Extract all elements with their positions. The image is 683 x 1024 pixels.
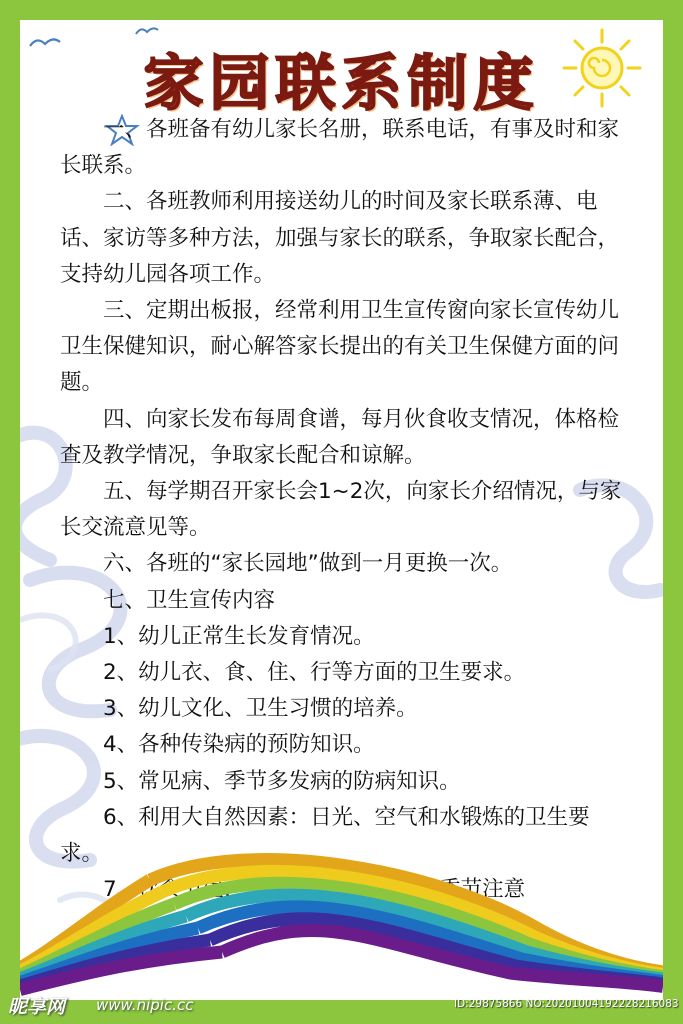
rule-paragraph: 六、各班的“家长园地”做到一月更换一次。	[103, 551, 513, 577]
page-title: 家园联系制度	[143, 49, 540, 119]
rule-paragraph: 7、饮食卫生，营养卫生知识（冬春季节注意	[103, 877, 526, 903]
rule-paragraph: 三、定期出板报，经常利用卫生宣传窗向家长宣传幼儿卫生保健知识，耐心解答家长提出的有关卫生保健方面的问题。	[60, 298, 620, 396]
watermark-url: www.nipic.cc	[96, 996, 194, 1014]
rule-paragraph: 二、各班教师利用接送幼儿的时间及家长联系薄、电话、家访等多种方法，加强与家长的联系，争取家长配合，支持幼儿园各项工作。	[60, 189, 620, 287]
rule-paragraph: 四、向家长发布每周食谱，每月伙食收支情况，体格检查及教学情况，争取家长配合和谅解。	[60, 406, 620, 468]
rule-paragraph: 七、卫生宣传内容	[103, 587, 276, 613]
rule-paragraph: 五、每学期召开家长会1~2次，向家长介绍情况，与家长交流意见等。	[60, 479, 622, 541]
rule-paragraph: 5、常见病、季节多发病的防病知识。	[103, 768, 461, 794]
rule-paragraph: 一、各班备有幼儿家长名册，联系电话，有事及时和家长联系。	[60, 117, 620, 179]
rainbow-road	[20, 840, 663, 1000]
rule-paragraph: 2、幼儿衣、食、住、行等方面的卫生要求。	[103, 660, 526, 686]
rule-paragraph: 1、幼儿正常生长发育情况。	[103, 623, 375, 649]
watermark-id: ID:29875866 NO:20201004192228216083	[454, 998, 679, 1010]
rule-paragraph: 4、各种传染病的预防知识。	[103, 732, 375, 758]
watermark-logo: 昵享网	[8, 996, 66, 1018]
rules-body	[60, 112, 632, 908]
rule-paragraph: 6、利用大自然因素：日光、空气和水锻炼的卫生要求。	[60, 804, 590, 867]
rule-paragraph: 3、幼儿文化、卫生习惯的培养。	[103, 696, 418, 722]
